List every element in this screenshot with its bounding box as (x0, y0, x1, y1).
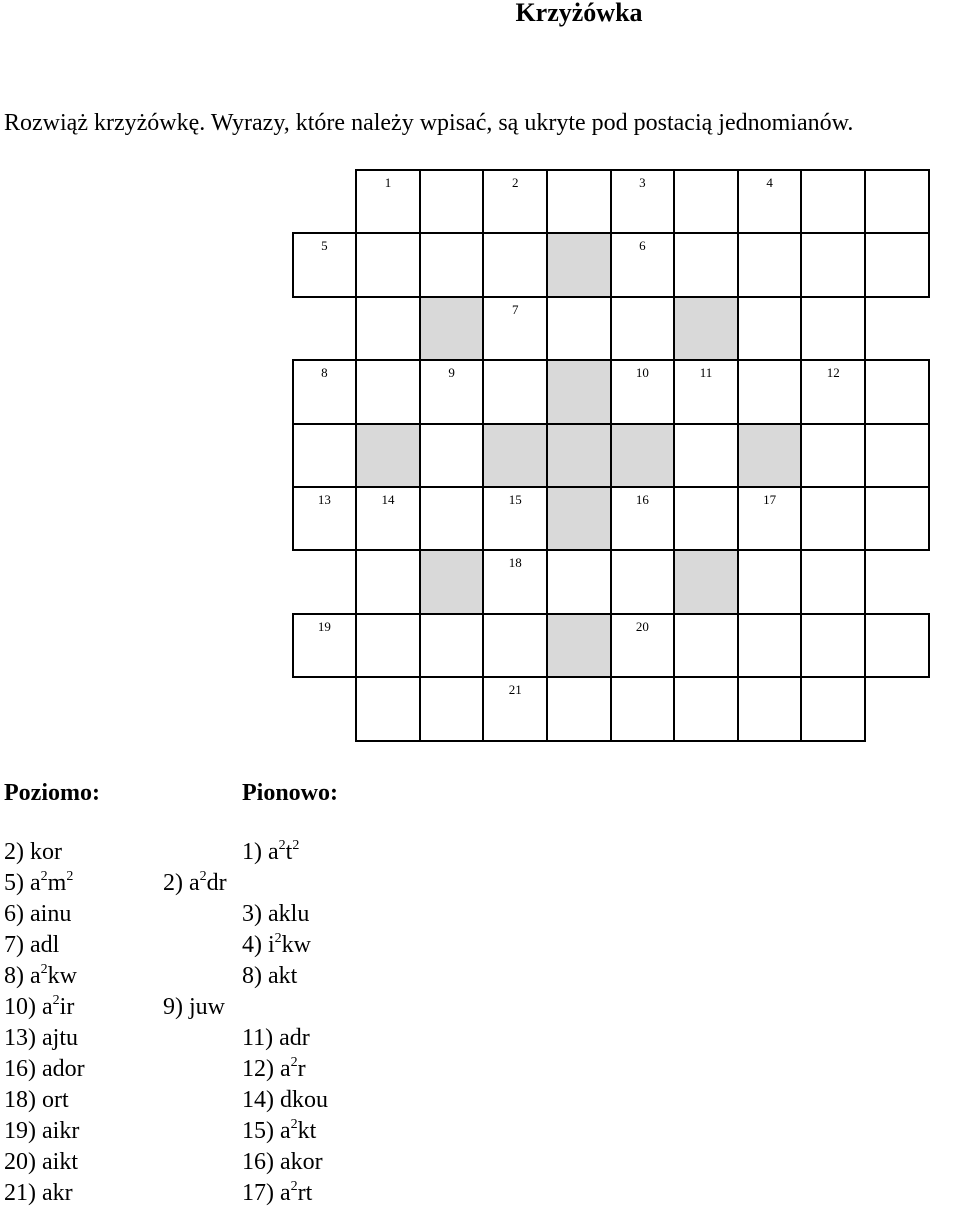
clue-base: kor (30, 839, 62, 865)
shaded-cell (419, 549, 485, 614)
clue-base: aklu (268, 901, 310, 927)
clue-base: ajtu (42, 1025, 78, 1051)
cell-number: 7 (511, 301, 519, 317)
clue-num: 15) (242, 1118, 280, 1144)
grid-cell[interactable] (737, 232, 803, 297)
grid-cell[interactable] (864, 359, 930, 424)
vertical-clue (242, 962, 297, 990)
clue-num: 8) (242, 963, 268, 989)
grid-cell[interactable] (419, 676, 485, 741)
cell-number: 17 (763, 492, 777, 507)
shaded-cell (546, 613, 612, 678)
shaded-cell (355, 423, 421, 488)
clue-num: 2) (163, 870, 189, 896)
grid-cell[interactable] (737, 613, 803, 678)
clue-base: ador (42, 1056, 85, 1082)
clue-num: 1) (242, 839, 268, 865)
grid-cell[interactable] (864, 486, 930, 551)
grid-cell[interactable] (355, 296, 421, 361)
grid-cell[interactable] (355, 549, 421, 614)
grid-cell[interactable] (482, 613, 548, 678)
clue-base: i (268, 932, 275, 958)
grid-cell[interactable] (355, 232, 421, 297)
grid-cell[interactable] (800, 232, 866, 297)
grid-cell[interactable] (800, 296, 866, 361)
cell-number: 12 (826, 365, 840, 381)
clue-num: 10) (4, 994, 42, 1020)
vertical-clue (242, 1117, 316, 1149)
clue-base: akt (268, 963, 298, 989)
clue-base: aikt (42, 1149, 78, 1175)
clue-base: akr (42, 1180, 73, 1206)
vertical-clue (242, 1024, 310, 1052)
clue-rest: ir (59, 994, 75, 1020)
clue-sup2: 2 (292, 838, 300, 853)
shaded-cell (482, 423, 548, 488)
grid-cell[interactable] (355, 676, 421, 741)
cell-number: 16 (635, 492, 649, 507)
shaded-cell (673, 549, 739, 614)
cell-number: 2 (511, 175, 519, 190)
clue-num: 21) (4, 1180, 42, 1206)
shaded-cell (610, 423, 676, 488)
grid-cell[interactable] (419, 486, 485, 551)
grid-cell[interactable] (864, 169, 930, 234)
shaded-cell (673, 296, 739, 361)
grid-cell[interactable] (864, 423, 930, 488)
cell-number: 19 (317, 618, 331, 634)
grid-cell[interactable] (419, 613, 485, 678)
vertical-clue (242, 1148, 323, 1176)
cell-number: 10 (635, 365, 649, 381)
cell-number: 14 (381, 492, 395, 507)
clue-num: 8) (4, 963, 30, 989)
cell-number: 8 (321, 365, 328, 381)
clue-base: a (280, 1180, 291, 1206)
grid-cell[interactable] (355, 359, 421, 424)
clue-base: akor (280, 1149, 323, 1175)
clue-sup: 2 (274, 931, 282, 946)
horizontal-clue (4, 1148, 78, 1176)
clue-sup: 2 (199, 869, 207, 884)
clue-sup: 2 (40, 962, 48, 977)
vertical-clue (242, 1086, 328, 1114)
clue-rest: dr (206, 870, 227, 896)
cell-number: 1 (384, 175, 392, 190)
clue-sup: 2 (40, 869, 48, 884)
clue-rest: kw (281, 932, 312, 958)
clue-num: 12) (242, 1056, 280, 1082)
grid-cell[interactable] (864, 613, 930, 678)
grid-cell[interactable] (482, 359, 548, 424)
vertical-clue (163, 993, 225, 1021)
clue-num: 17) (242, 1180, 280, 1206)
clue-base: a (42, 994, 53, 1020)
clue-rest: kw (47, 963, 77, 989)
cell-number: 15 (508, 492, 522, 507)
grid-cell[interactable] (800, 676, 866, 741)
instruction-text: Rozwiąż krzyżówkę. Wyrazy, które należy wpisać, są ukryte pod postacią jednomianów. (4, 110, 854, 136)
clue-base: ort (42, 1087, 69, 1113)
clue-num: 11) (242, 1025, 280, 1051)
horizontal-clue (4, 1086, 69, 1114)
vertical-clue (163, 869, 227, 901)
horizontal-clue (4, 1117, 79, 1145)
clue-sup: 2 (290, 1179, 298, 1194)
vertical-clue (242, 1055, 306, 1087)
clue-base: a (268, 839, 279, 865)
grid-cell[interactable] (673, 169, 739, 234)
grid-cell[interactable] (546, 296, 612, 361)
clue-rest: m (47, 870, 67, 896)
grid-cell[interactable] (673, 613, 739, 678)
grid-cell[interactable] (610, 676, 676, 741)
clue-base: a (30, 963, 41, 989)
clue-base: dkou (280, 1087, 328, 1113)
horizontal-clue (4, 900, 71, 928)
clue-num: 16) (242, 1149, 280, 1175)
horizontal-clue (4, 1024, 78, 1052)
shaded-cell (546, 423, 612, 488)
shaded-cell (419, 296, 485, 361)
grid-cell[interactable] (800, 486, 866, 551)
grid-cell[interactable] (737, 296, 803, 361)
clue-sup2: 2 (66, 869, 74, 884)
vertical-clue (242, 900, 309, 928)
clue-base: a (189, 870, 200, 896)
grid-cell[interactable] (800, 423, 866, 488)
cell-number: 4 (766, 175, 773, 190)
vertical-clue (242, 838, 299, 870)
horizontal-clue (4, 869, 73, 901)
grid-cell[interactable] (546, 549, 612, 614)
clue-num: 3) (242, 901, 268, 927)
clue-rest: r (297, 1056, 306, 1082)
clue-base: adr (279, 1025, 310, 1051)
clue-num: 6) (4, 901, 30, 927)
grid-cell[interactable] (673, 232, 739, 297)
grid-cell[interactable] (673, 486, 739, 551)
horizontal-clue (4, 993, 74, 1025)
clue-sup: 2 (290, 1117, 298, 1132)
clue-rest: rt (297, 1180, 313, 1206)
shaded-cell (546, 486, 612, 551)
grid-cell[interactable] (737, 676, 803, 741)
clue-num: 16) (4, 1056, 42, 1082)
clue-num: 18) (4, 1087, 42, 1113)
grid-cell[interactable] (355, 613, 421, 678)
vertical-clue (242, 1179, 312, 1211)
grid-cell[interactable] (419, 169, 485, 234)
clue-num: 4) (242, 932, 268, 958)
clue-num: 13) (4, 1025, 42, 1051)
horizontal-clue (4, 962, 77, 994)
grid-cell[interactable] (673, 676, 739, 741)
cell-number: 20 (635, 618, 649, 634)
clue-rest: t (285, 839, 293, 865)
vertical-heading: Pionowo: (242, 780, 338, 806)
vertical-clue (242, 931, 311, 963)
grid-cell[interactable] (800, 613, 866, 678)
clue-base: adl (30, 932, 60, 958)
clue-base: a (30, 870, 41, 896)
shaded-cell (546, 232, 612, 297)
clue-sup: 2 (52, 993, 60, 1008)
grid-cell[interactable] (292, 423, 358, 488)
grid-cell[interactable] (546, 676, 612, 741)
cell-number: 18 (508, 555, 522, 571)
clue-sup: 2 (278, 838, 286, 853)
clue-base: a (280, 1118, 291, 1144)
clue-num: 9) (163, 994, 189, 1020)
grid-cell[interactable] (546, 169, 612, 234)
cell-number: 11 (699, 365, 713, 381)
grid-cell[interactable] (800, 549, 866, 614)
clue-num: 7) (4, 932, 30, 958)
horizontal-clue (4, 1055, 85, 1083)
shaded-cell (737, 423, 803, 488)
clue-base: ainu (30, 901, 72, 927)
cell-number: 13 (317, 492, 331, 507)
clue-num: 5) (4, 870, 30, 896)
horizontal-clue (4, 1179, 73, 1207)
cell-number: 3 (639, 175, 646, 190)
grid-cell[interactable] (737, 359, 803, 424)
grid-cell[interactable] (737, 549, 803, 614)
horizontal-clue (4, 838, 62, 866)
grid-cell[interactable] (610, 296, 676, 361)
clue-num: 20) (4, 1149, 42, 1175)
clue-sup: 2 (290, 1055, 298, 1070)
grid-cell[interactable] (482, 232, 548, 297)
clue-base: juw (189, 994, 225, 1020)
page-title: Krzyżówka (515, 0, 643, 27)
clue-num: 19) (4, 1118, 42, 1144)
clue-base: a (280, 1056, 291, 1082)
grid-cell[interactable] (800, 169, 866, 234)
shaded-cell (546, 359, 612, 424)
grid-cell[interactable] (864, 232, 930, 297)
grid-cell[interactable] (419, 232, 485, 297)
clue-num: 2) (4, 839, 30, 865)
clue-num: 14) (242, 1087, 280, 1113)
grid-cell[interactable] (610, 549, 676, 614)
horizontal-heading: Poziomo: (4, 780, 100, 806)
cell-number: 6 (639, 238, 646, 254)
cell-number: 21 (508, 682, 522, 698)
cell-number: 5 (321, 238, 328, 254)
cell-number: 9 (448, 365, 455, 381)
horizontal-clue (4, 931, 59, 959)
clue-base: aikr (42, 1118, 80, 1144)
grid-cell[interactable] (673, 423, 739, 488)
clue-rest: kt (297, 1118, 317, 1144)
grid-cell[interactable] (419, 423, 485, 488)
